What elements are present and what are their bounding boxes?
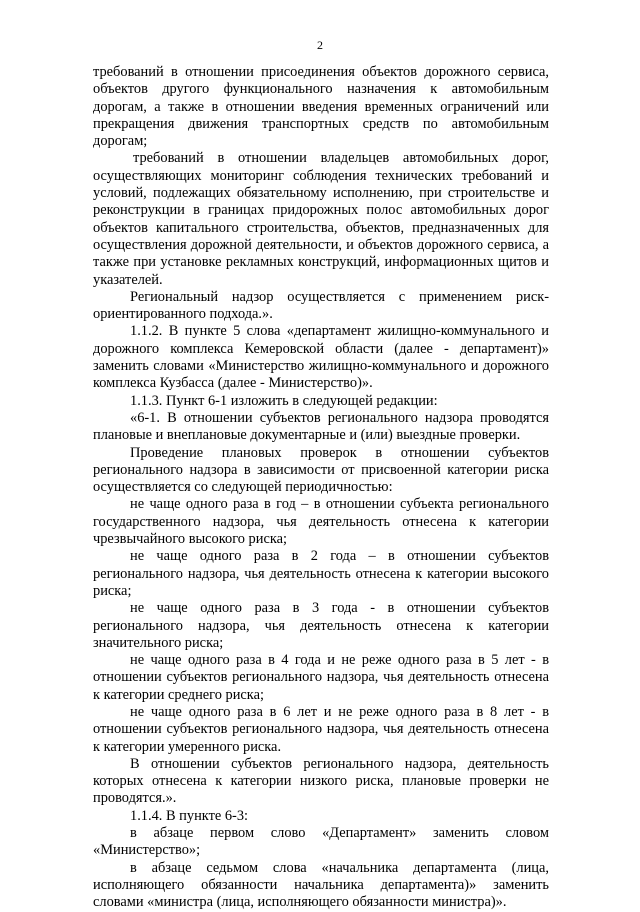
paragraph-11: не чаще одного раза в 4 года и не реже одного раза в 5 лет - в отношении субъектов регионального надзора, чья деятельность отнесена к категории среднего риска; <box>93 652 549 703</box>
paragraph-10: не чаще одного раза в 3 года - в отношении субъектов регионального надзора, чья деятельность отнесена к категории значительного риска; <box>93 600 549 651</box>
paragraph-1: требований в отношении присоединения объектов дорожного сервиса, объектов другого функционального назначения к автомобильным дорогам, а также в отношении введения временных ограничений или прекращения движения транспортных средств по автомобильным дорогам; <box>93 64 549 150</box>
document-body <box>93 64 549 912</box>
paragraph-7: Проведение плановых проверок в отношении субъектов регионального надзора в зависимости от присвоенной категории риска осуществляется со следующей периодичностью: <box>93 444 549 496</box>
paragraph-8: не чаще одного раза в год – в отношении субъекта регионального государственного надзора, чья деятельность отнесена к категории чрезвычайного высокого риска; <box>93 496 549 548</box>
paragraph-14: 1.1.4. В пункте 6-3: <box>130 807 249 824</box>
paragraph-13: В отношении субъектов регионального надзора, деятельность которых отнесена к категории низкого риска, плановые проверки не проводятся.». <box>93 755 549 807</box>
paragraph-5: 1.1.3. Пункт 6-1 изложить в следующей редакции: <box>130 392 438 409</box>
paragraph-4: 1.1.2. В пункте 5 слова «департамент жилищно-коммунального и дорожного комплекса Кемеровской области (далее - департамент)» заменить словами «Министерство жилищно-коммунального и дорожного комплекса Кузбасса (далее - Министерство)». <box>93 323 549 392</box>
paragraph-3: Региональный надзор осуществляется с применением риск-ориентированного подхода.». <box>93 288 549 323</box>
paragraph-9: не чаще одного раза в 2 года – в отношении субъектов регионального надзора, чья деятельность отнесена к категории высокого риска; <box>93 548 549 599</box>
paragraph-16: в абзаце седьмом слова «начальника департамента (лица, исполняющего обязанности начальника департамента)» заменить словами «министра (лица, исполняющего обязанности министра)». <box>93 859 549 911</box>
paragraph-12: не чаще одного раза в 6 лет и не реже одного раза в 8 лет - в отношении субъектов регионального надзора, чья деятельность отнесена к категории умеренного риска. <box>93 703 549 755</box>
paragraph-2: требований в отношении владельцев автомобильных дорог, осуществляющих мониторинг соблюдения технических требований и условий, подлежащих обязательному исполнению, при строительстве и реконструкции в границах придорожных полос автомобильных дорог объектов капитального строительства, объектов, предназначенных для осуществления дорожной деятельности, и объектов дорожного сервиса, а также при установке рекламных конструкций, информационных щитов и указателей. <box>93 150 549 288</box>
paragraph-6: «6-1. В отношении субъектов регионального надзора проводятся плановые и внеплановые документарные и (или) выездные проверки. <box>93 409 549 444</box>
paragraph-15: в абзаце первом слово «Департамент» заменить словом «Министерство»; <box>93 825 549 859</box>
page-number: 2 <box>317 38 323 52</box>
